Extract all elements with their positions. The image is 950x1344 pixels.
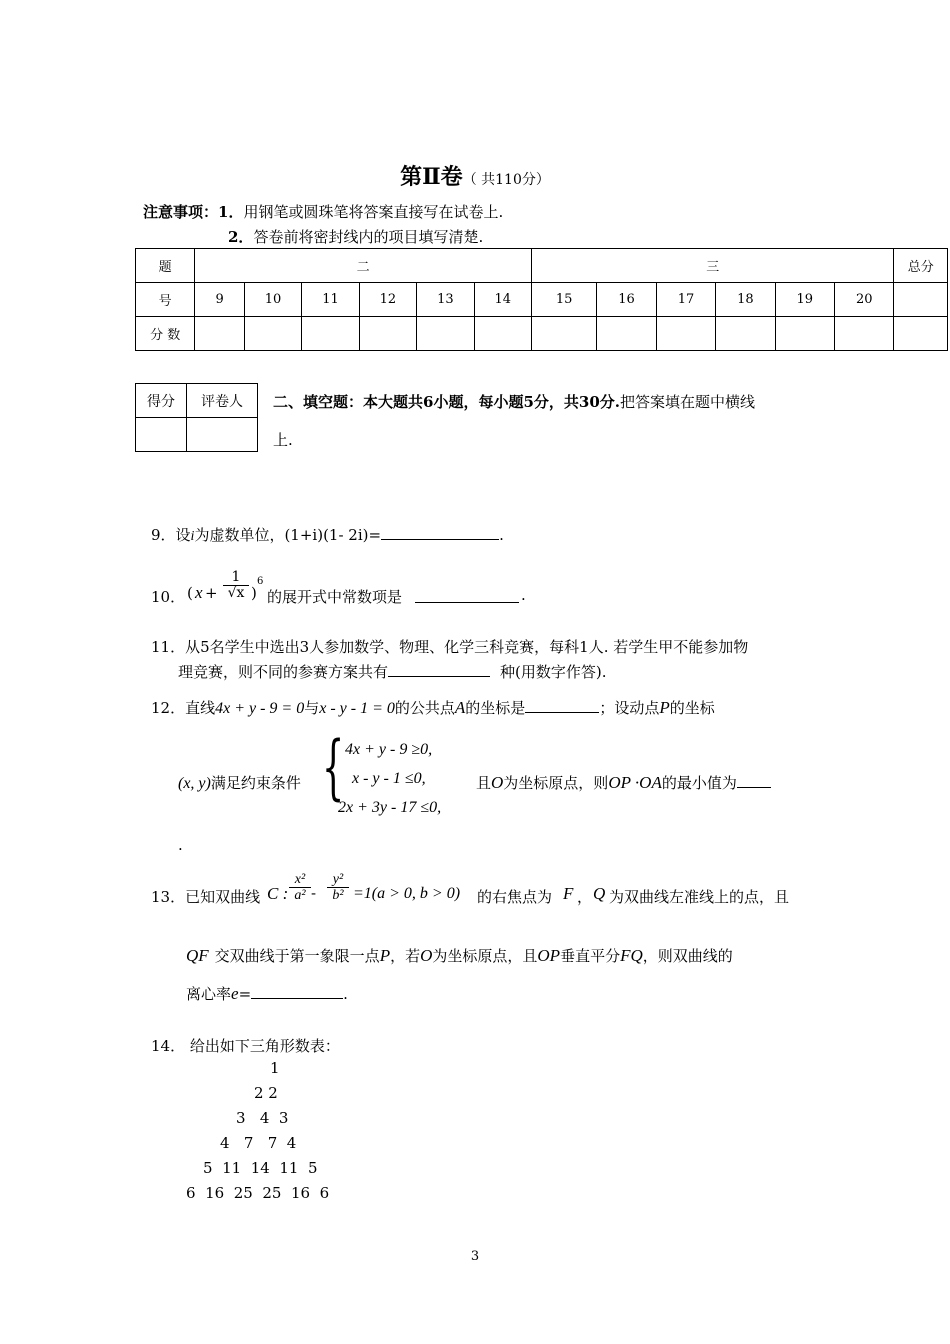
triangle-row: 3 4 3 (236, 1109, 289, 1127)
qnum: 15 (532, 283, 597, 317)
q13-O: O (420, 946, 433, 965)
qnum: 12 (359, 283, 416, 317)
qnum: 14 (474, 283, 531, 317)
q13-minus: - (311, 884, 317, 902)
q12-O: O (491, 773, 504, 792)
score-cell[interactable] (656, 317, 715, 351)
q10-text: 的展开式中常数项是 (267, 588, 403, 606)
qnum: 13 (417, 283, 474, 317)
triangle-row: 4 7 7 4 (220, 1134, 297, 1152)
q13-frac-y (327, 872, 349, 904)
answer-blank[interactable] (388, 676, 490, 677)
q10-open: ( (187, 584, 193, 602)
q12-f: 的坐标 (669, 699, 715, 717)
constraint-1: 4x + y - 9 ≥0, (345, 741, 433, 758)
brace-icon: { (322, 726, 345, 808)
q13-xn: x² (289, 872, 311, 888)
answer-blank[interactable] (415, 588, 519, 603)
q13-frac-x (289, 872, 311, 904)
score-cell[interactable] (775, 317, 834, 351)
score-cell[interactable] (302, 317, 359, 351)
score-cell[interactable] (474, 317, 531, 351)
page-number: 3 (470, 1249, 480, 1264)
q13-d: 为双曲线左准线上的点，且 (609, 888, 790, 906)
q12-A: A (454, 698, 466, 717)
notice-line-2 (228, 226, 483, 247)
q9-end: . (499, 526, 504, 544)
answer-blank[interactable] (251, 998, 343, 999)
q13-OP: OP (537, 946, 561, 965)
q10-end: . (521, 586, 526, 604)
header-hao: 号 (136, 283, 195, 317)
q13-P: P (379, 946, 391, 965)
question-11-line1: 11．从5名学生中选出3人参加数学、物理、化学三科竞赛，每科1人. 若学生甲不能参加物 (151, 638, 749, 656)
notice-num-2: 2． (228, 228, 254, 246)
section-heading (273, 391, 755, 412)
question-9 (151, 524, 504, 545)
q9-i: i (190, 529, 195, 544)
score-cell[interactable] (597, 317, 656, 351)
q9-mid: 为虚数单位， (194, 526, 285, 544)
q10-num-part: 1 (223, 570, 249, 586)
grader-name-label: 评卷人 (187, 384, 258, 418)
constraint-3: 2x + 3y - 17 ≤0, (338, 799, 442, 816)
q13-b: 的右焦点为 (477, 888, 553, 906)
q12-dot: OP ·OA (608, 773, 662, 792)
q13-g: 为坐标原点，且 (432, 947, 538, 965)
qnum: 17 (656, 283, 715, 317)
q10-x: x (195, 583, 203, 602)
q13-h: 垂直平分 (560, 947, 621, 965)
triangle-row: 5 11 14 11 5 (203, 1159, 318, 1177)
section-bold: 二、填空题：本大题共6小题，每小题5分，共30分. (273, 393, 620, 411)
q12-eq2: x - y - 1 = 0 (319, 700, 395, 717)
question-13-line1 (151, 872, 811, 922)
q12-e: ；设动点 (599, 699, 660, 717)
q13-l3: 离心率 (186, 985, 232, 1003)
notice-line-1 (143, 201, 503, 222)
q13-cond: =1(a > 0, b > 0) (353, 885, 461, 902)
q13-k: ，则双曲线的 (642, 947, 733, 965)
q13-Q: Q (593, 884, 606, 903)
q13-QF: QF (186, 946, 209, 965)
page-title: 第Ⅱ卷（ 共110分） (400, 164, 550, 190)
q11-l2a: 理竞赛，则不同的参赛方案共有 (178, 663, 389, 681)
q10-plus: + (205, 584, 218, 602)
q12-k: 为坐标原点，则 (503, 774, 609, 792)
q13-yn: y² (327, 872, 349, 888)
q13-eq: = (238, 985, 252, 1003)
total-cell (894, 283, 948, 317)
q9-pre: 9．设 (151, 526, 191, 544)
qnum: 9 (195, 283, 244, 317)
question-12-end: . (178, 836, 183, 854)
grader-name-cell[interactable] (187, 418, 258, 452)
total-header: 总分 (894, 249, 948, 283)
q12-eq1: 4x + y - 9 = 0 (215, 700, 305, 717)
section-2-header: 二 (195, 249, 532, 283)
notice-num-1: 1． (218, 203, 244, 221)
q12-a: 12．直线 (151, 699, 216, 717)
q10-den-part: √x (227, 585, 245, 602)
notice-text-1: 用钢笔或圆珠笔将答案直接写在试卷上. (243, 203, 504, 221)
q10-num: 10． (151, 588, 186, 606)
q12-d: 的坐标是 (465, 699, 526, 717)
score-cell[interactable] (417, 317, 474, 351)
grader-table (135, 383, 258, 452)
q11-l2b: 种(用数字作答). (500, 663, 607, 681)
qnum: 20 (835, 283, 894, 317)
score-cell[interactable] (894, 317, 948, 351)
triangle-row: 1 (270, 1059, 280, 1077)
answer-blank[interactable] (737, 787, 771, 788)
q9-expr: (1+i)(1- 2i)= (284, 526, 382, 544)
question-12-tail (476, 772, 771, 793)
q12-m: 的最小值为 (661, 774, 737, 792)
section-heading-line2: 上. (273, 431, 293, 449)
q12-xy: (x, y) (178, 775, 211, 792)
qnum: 10 (244, 283, 301, 317)
q13-yd: b² (332, 888, 344, 904)
q13-a: 13．已知双曲线 (151, 888, 261, 906)
score-cell[interactable] (716, 317, 775, 351)
q13-C: C : (267, 884, 289, 903)
score-cell[interactable] (532, 317, 597, 351)
q13-xd: a² (294, 888, 306, 904)
header-ti: 题 (136, 249, 195, 283)
answer-blank[interactable] (381, 539, 499, 540)
qnum: 19 (775, 283, 834, 317)
score-cell[interactable] (195, 317, 244, 351)
question-12-line1 (151, 697, 715, 718)
grader-score-label: 得分 (136, 384, 187, 418)
q13-F: F (563, 884, 574, 903)
q13-FQ: FQ (620, 946, 643, 965)
q13-e: 交双曲线于第一象限一点 (214, 947, 380, 965)
q12-c: 的公共点 (394, 699, 455, 717)
q12-h: 且 (476, 774, 492, 792)
q13-evar: e (231, 984, 239, 1003)
q10-close: ) (251, 584, 257, 602)
qnum: 18 (716, 283, 775, 317)
score-label: 分 数 (136, 317, 195, 351)
answer-blank[interactable] (525, 712, 599, 713)
notice-text-2: 答卷前将密封线内的项目填写清楚. (253, 228, 484, 246)
q13-c: ， (577, 888, 593, 906)
q13-f: ，若 (390, 947, 421, 965)
section-rest: 把答案填在题中横线 (619, 393, 755, 411)
question-11-line2 (178, 661, 607, 682)
triangle-row: 6 16 25 25 16 6 (186, 1184, 330, 1202)
score-cell[interactable] (835, 317, 894, 351)
notice-label: 注意事项： (143, 203, 219, 221)
section-3-header: 三 (532, 249, 894, 283)
qnum: 16 (597, 283, 656, 317)
q12-b: 与 (304, 699, 320, 717)
score-cell[interactable] (244, 317, 301, 351)
q10-fraction (223, 570, 249, 602)
question-13-line2 (186, 945, 733, 966)
score-table (135, 248, 948, 351)
q12-g: 满足约束条件 (210, 774, 301, 792)
q13-end: . (343, 985, 348, 1003)
q12-P: P (659, 698, 670, 717)
question-12-xy (178, 772, 301, 793)
q10-exp: 6 (257, 576, 264, 587)
grader-score-cell[interactable] (136, 418, 187, 452)
question-13-line3 (186, 983, 348, 1004)
qnum: 11 (302, 283, 359, 317)
score-cell[interactable] (359, 317, 416, 351)
triangle-row: 2 2 (254, 1084, 278, 1102)
question-14: 14． 给出如下三角形数表： (151, 1037, 340, 1055)
constraint-2: x - y - 1 ≤0, (352, 770, 426, 787)
